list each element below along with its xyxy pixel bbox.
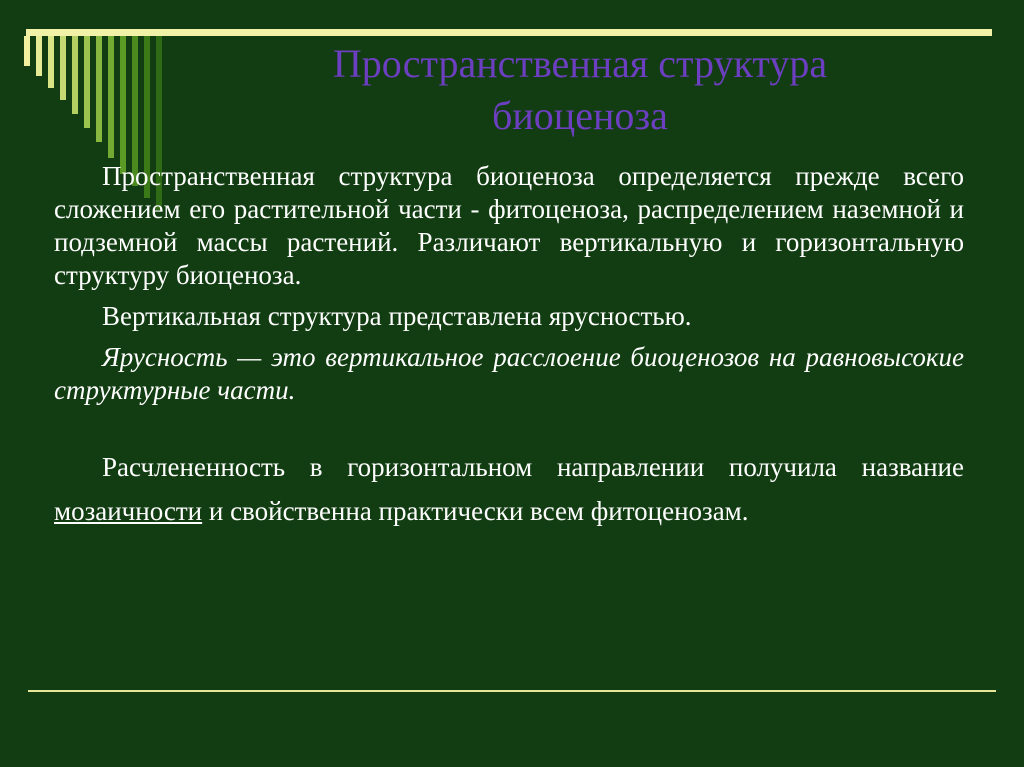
stripe: [84, 36, 90, 128]
paragraph-spatial-structure: Пространственная структура биоценоза определяется прежде всего сложением его растительной части - фитоценоза, распределением наземной и подземной массы растений. Различают вертикальную и горизонтальную структуру биоценоза.: [54, 161, 964, 290]
term-tiering: Ярусность: [102, 342, 228, 372]
bottom-divider-line: [28, 690, 996, 692]
stripe: [108, 36, 114, 158]
stripe: [24, 36, 30, 66]
stripe: [60, 36, 66, 100]
stripe: [36, 36, 42, 76]
paragraph-mosaic: [54, 445, 964, 533]
stripe: [48, 36, 54, 88]
slide-body: [54, 160, 964, 533]
paragraph-vertical-structure: Вертикальная структура представлена ярусностью.: [102, 301, 692, 331]
paragraph-tiering-definition: [54, 341, 964, 407]
term-mosaic: мозаичности: [54, 496, 203, 526]
top-divider-line: [26, 29, 992, 36]
stripe: [72, 36, 78, 114]
mosaic-text-after: и свойственна практически всем фитоценозам.: [202, 496, 749, 526]
tiering-definition-text: — это вертикальное расслоение биоценозов на равновысокие структурные части.: [54, 342, 964, 405]
stripe: [96, 36, 102, 142]
slide-title: Пространственная структура биоценоза: [332, 41, 828, 138]
mosaic-text-before: Расчлененность в горизонтальном направлении получила название: [102, 452, 964, 482]
stripe: [120, 36, 126, 174]
